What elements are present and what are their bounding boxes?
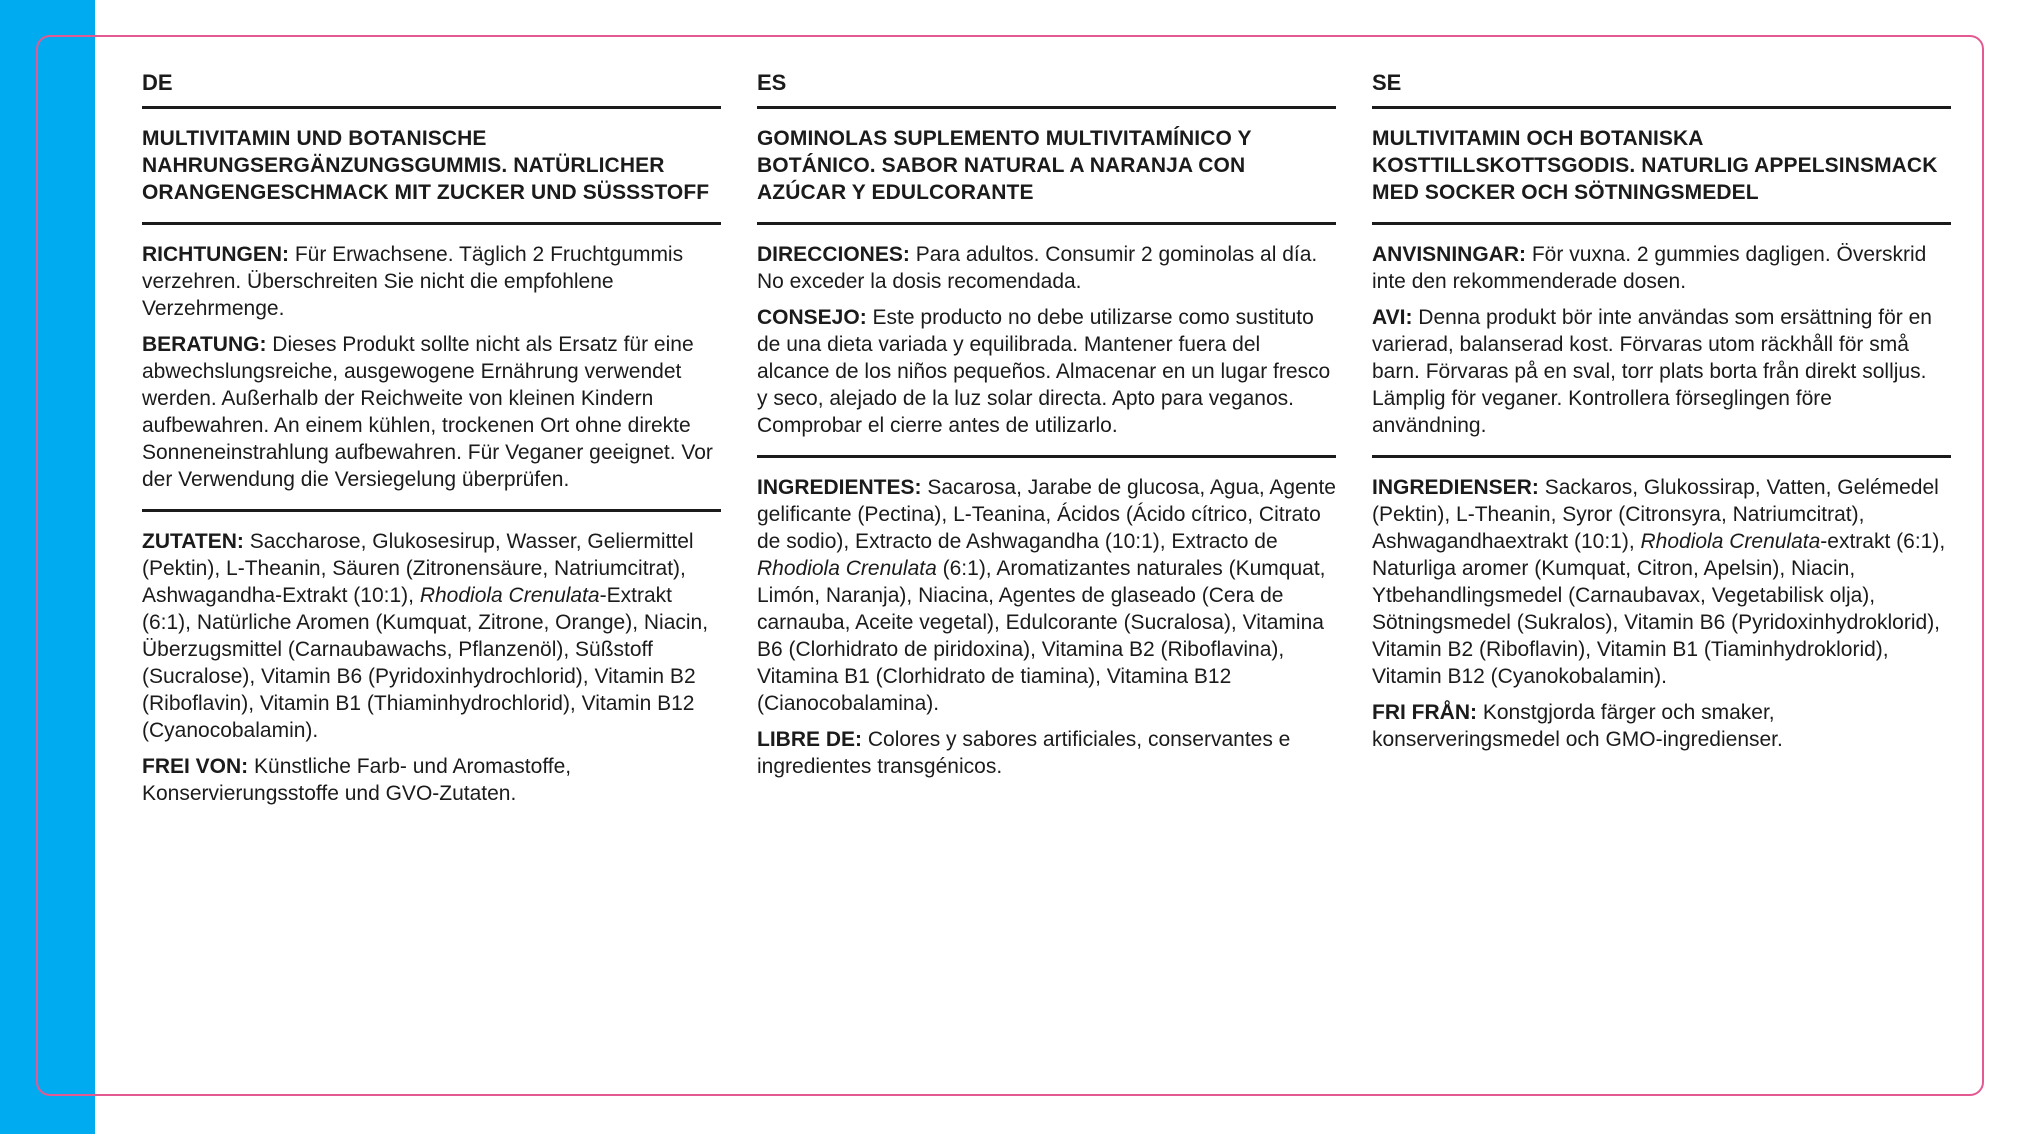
ingredients-text-after: -Extrakt (6:1), Natürliche Aromen (Kumquat, Zitrone, Orange), Niacin, Überzugsmittel (Carnaubawachs, Pflanzenöl), Süßstoff (Sucralose), Vitamin B6 (Pyridoxinhydrochlorid), Vitamin B2 (Riboflavin), Vitamin B1 (Thiaminhydrochlorid), Vitamin B12 (Cyanocobalamin). <box>142 584 709 742</box>
column-se <box>1372 64 1951 823</box>
ingredients-paragraph <box>1372 474 1951 690</box>
usage-section <box>757 225 1336 455</box>
column-es <box>757 64 1336 823</box>
advice-paragraph <box>142 331 721 493</box>
ingredients-paragraph <box>142 528 721 744</box>
ingredients-italic-name: Rhodiola Crenulata <box>419 584 600 607</box>
product-title: GOMINOLAS SUPLEMENTO MULTIVITAMÍNICO Y BOTÁNICO. SABOR NATURAL A NARANJA CON AZÚCAR Y EDULCORANTE <box>757 109 1336 225</box>
ingredients-text-after: -extrakt (6:1), Naturliga aromer (Kumquat, Citron, Apelsin), Niacin, Ytbehandlingsmedel (Carnaubavax, Vegetabilisk olja), Sötningsmedel (Sukralos), Vitamin B6 (Pyridoxinhydroklorid), Vitamin B2 (Riboflavin), Vitamin B1 (Tiaminhydroklorid), Vitamin B12 (Cyanokobalamin). <box>1372 530 1946 688</box>
free-from-text: Künstliche Farb- und Aromastoffe, Konservierungsstoffe und GVO-Zutaten. <box>142 755 572 805</box>
free-from-text: Colores y sabores artificiales, conservantes e ingredientes transgénicos. <box>757 728 1291 778</box>
directions-paragraph <box>1372 241 1951 295</box>
directions-paragraph <box>142 241 721 322</box>
advice-heading: BERATUNG: <box>142 333 267 356</box>
directions-heading: RICHTUNGEN: <box>142 243 289 266</box>
product-title: MULTIVITAMIN UND BOTANISCHE NAHRUNGSERGÄNZUNGSGUMMIS. NATÜRLICHER ORANGENGESCHMACK MIT ZUCKER UND SÜSSSTOFF <box>142 109 721 225</box>
language-columns <box>142 64 1950 823</box>
directions-text: Für Erwachsene. Täglich 2 Fruchtgummis verzehren. Überschreiten Sie nicht die empfohlene Verzehrmenge. <box>142 243 684 320</box>
ingredients-section <box>1372 455 1951 769</box>
directions-text: Para adultos. Consumir 2 gominolas al día. No exceder la dosis recomendada. <box>757 243 1318 293</box>
product-title: MULTIVITAMIN OCH BOTANISKA KOSTTILLSKOTTSGODIS. NATURLIG APPELSINSMACK MED SOCKER OCH SÖTNINGSMEDEL <box>1372 109 1951 225</box>
language-code: SE <box>1372 64 1951 109</box>
free-from-paragraph <box>1372 699 1951 753</box>
free-from-heading: LIBRE DE: <box>757 728 862 751</box>
ingredients-paragraph <box>757 474 1336 717</box>
advice-paragraph <box>1372 304 1951 439</box>
ingredients-text-before: Sackaros, Glukossirap, Vatten, Gelémedel (Pektin), L-Theanin, Syror (Citronsyra, Natriumcitrat), Ashwagandhaextrakt (10:1), <box>1372 476 1939 553</box>
free-from-paragraph <box>757 726 1336 780</box>
directions-heading: ANVISNINGAR: <box>1372 243 1527 266</box>
free-from-paragraph <box>142 753 721 807</box>
advice-paragraph <box>757 304 1336 439</box>
directions-text: För vuxna. 2 gummies dagligen. Överskrid inte den rekommenderade dosen. <box>1372 243 1927 293</box>
ingredients-heading: INGREDIENSER: <box>1372 476 1539 499</box>
directions-heading: DIRECCIONES: <box>757 243 910 266</box>
advice-text: Dieses Produkt sollte nicht als Ersatz für eine abwechslungsreiche, ausgewogene Ernährung verwendet werden. Außerhalb der Reichweite von kleinen Kindern aufbewahren. An einem kühlen, trockenen Ort ohne direkte Sonneneinstrahlung aufbewahren. Für Veganer geeignet. Vor der Verwendung die Versiegelung überprüfen. <box>142 333 713 491</box>
ingredients-text-after: (6:1), Aromatizantes naturales (Kumquat, Limón, Naranja), Niacina, Agentes de glaseado (Cera de carnauba, Aceite vegetal), Edulcorante (Sucralosa), Vitamina B6 (Clorhidrato de piridoxina), Vitamina B2 (Riboflavina), Vitamina B1 (Clorhidrato de tiamina), Vitamina B12 (Cianocobalamina). <box>757 557 1326 715</box>
directions-paragraph <box>757 241 1336 295</box>
usage-section <box>142 225 721 509</box>
advice-text: Este producto no debe utilizarse como sustituto de una dieta variada y equilibrada. Mantener fuera del alcance de los niños pequeños. Almacenar en un lugar fresco y seco, alejado de la luz solar directa. Apto para veganos. Comprobar el cierre antes de utilizarlo. <box>757 306 1331 437</box>
advice-heading: AVI: <box>1372 306 1413 329</box>
usage-section <box>1372 225 1951 455</box>
free-from-heading: FRI FRÅN: <box>1372 701 1477 724</box>
column-de <box>142 64 721 823</box>
language-code: ES <box>757 64 1336 109</box>
language-code: DE <box>142 64 721 109</box>
ingredients-section <box>757 455 1336 796</box>
free-from-text: Konstgjorda färger och smaker, konserveringsmedel och GMO-ingredienser. <box>1372 701 1783 751</box>
ingredients-section <box>142 509 721 823</box>
ingredients-heading: ZUTATEN: <box>142 530 244 553</box>
ingredients-text-before: Saccharose, Glukosesirup, Wasser, Geliermittel (Pektin), L-Theanin, Säuren (Zitronensäure, Natriumcitrat), Ashwagandha-Extrakt (10:1), <box>142 530 694 607</box>
ingredients-italic-name: Rhodiola Crenulata <box>757 557 937 580</box>
free-from-heading: FREI VON: <box>142 755 249 778</box>
ingredients-italic-name: Rhodiola Crenulata <box>1640 530 1821 553</box>
ingredients-heading: INGREDIENTES: <box>757 476 922 499</box>
advice-heading: CONSEJO: <box>757 306 867 329</box>
ingredients-text-before: Sacarosa, Jarabe de glucosa, Agua, Agente gelificante (Pectina), L-Teanina, Ácidos (Ácido cítrico, Citrato de sodio), Extracto de Ashwagandha (10:1), Extracto de <box>757 476 1336 553</box>
advice-text: Denna produkt bör inte användas som ersättning för en varierad, balanserad kost. Förvaras utom räckhåll för små barn. Förvaras på en sval, torr plats borta från direkt solljus. Lämplig för veganer. Kontrollera förseglingen före användning. <box>1372 306 1932 437</box>
